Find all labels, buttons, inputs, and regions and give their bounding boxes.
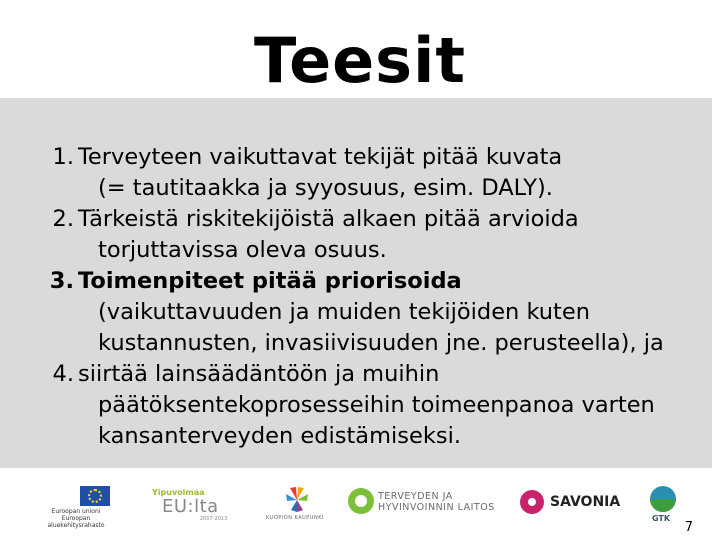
list-line: (vaikuttavuuden ja muiden tekijöiden kuten [98,299,590,325]
page-number: 7 [684,520,693,535]
thl-logo-icon [348,488,374,514]
vipuvoimaa-logo-main: EU:lta [162,496,219,517]
gtk-logo-text: GTK [652,514,671,523]
list-number: 1. [52,144,74,170]
thl-logo-line: TERVEYDEN JA [378,491,453,502]
flower-logo-text: KUOPION KAUPUNKI [266,515,324,521]
gtk-logo-icon [650,486,676,512]
vipuvoimaa-logo-top: Yipuvoimaa [152,488,205,497]
eu-logo-line: Euroopan unioni [51,508,101,515]
thl-logo-text [378,491,495,513]
list-line: siirtää lainsäädäntöön ja muihin [78,361,440,387]
content-panel [0,98,712,468]
eu-flag-icon [80,486,110,506]
list-item [22,266,702,359]
list-line: (= tautitaakka ja syyosuus, esim. DALY). [98,175,553,201]
eu-logo-text [40,508,112,529]
list-line: Tärkeistä riskitekijöistä alkaen pitää arvioida [78,206,579,232]
list-line: Toimenpiteet pitää priorisoida [78,268,462,294]
savonia-logo-icon [520,490,544,514]
list-item [22,142,702,204]
logo-bar [0,478,720,540]
list-line: kustannusten, invasiivisuuden jne. perusteella), ja [98,330,664,356]
list-number: 2. [52,206,74,232]
savonia-logo-text: SAVONIA [550,494,621,510]
list-number: 4. [52,361,74,387]
thl-logo-line: HYVINVOINNIN LAITOS [378,502,495,513]
list-item [22,359,702,452]
list-line: kansanterveyden edistämiseksi. [98,423,461,449]
flower-logo-icon [282,484,312,514]
list-item [22,204,702,266]
slide-title: Teesit [254,24,466,97]
list-line: päätöksentekoprosesseihin toimeenpanoa varten [98,392,655,418]
numbered-list [22,142,702,452]
vipuvoimaa-logo-years: 2007-2013 [200,516,228,522]
list-number: 3. [49,268,74,294]
list-line: torjuttavissa oleva osuus. [98,237,387,263]
list-line: Terveyteen vaikuttavat tekijät pitää kuvata [78,144,563,170]
eu-logo-line: Euroopan aluekehitysrahasto [47,515,105,529]
